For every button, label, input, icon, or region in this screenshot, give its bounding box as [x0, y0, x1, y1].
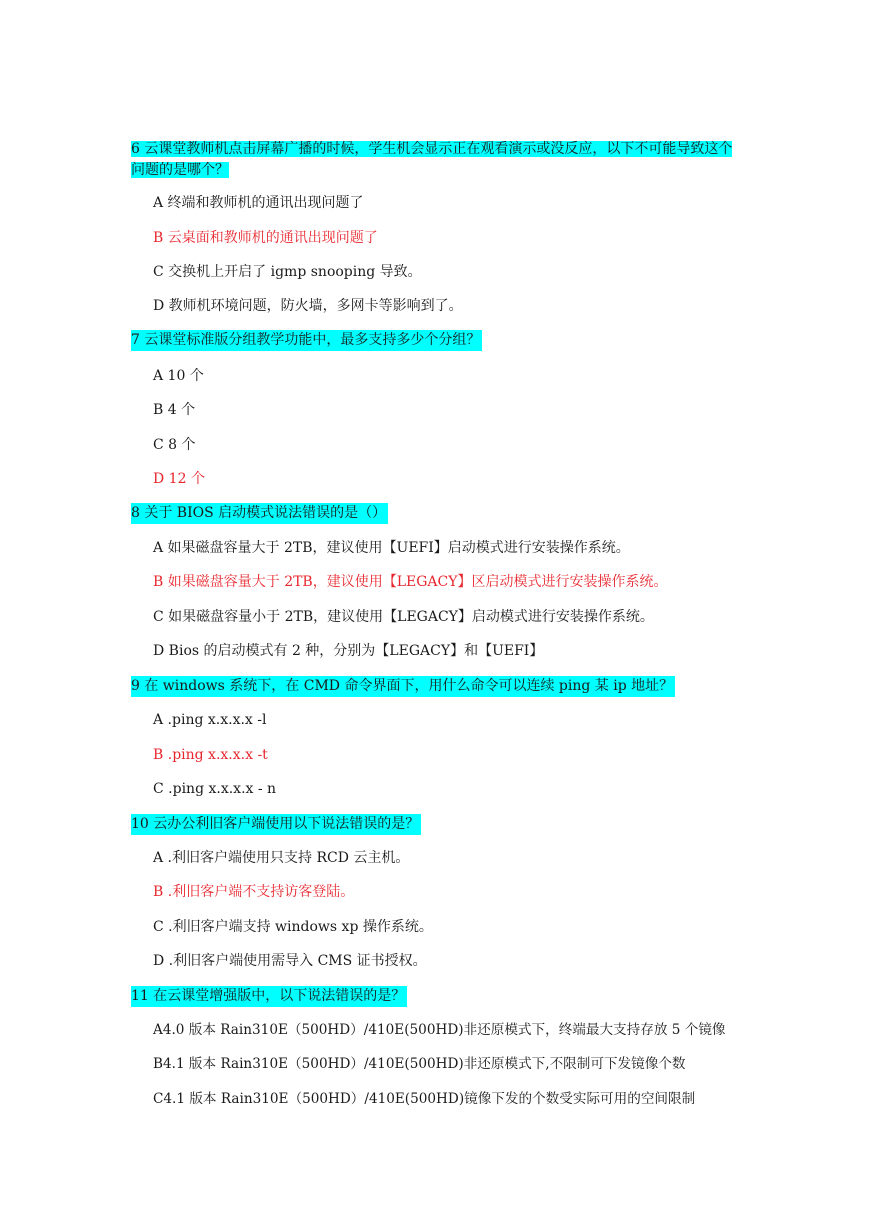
q7-option-a: A 10 个	[153, 368, 204, 384]
question-11: 11 在云课堂增强版中，以下说法错误的是？	[131, 986, 407, 1007]
q10-option-c: C .利旧客户端支持 windows xp 操作系统。	[153, 919, 433, 935]
q8-option-d: D Bios 的启动模式有 2 种，分别为【LEGACY】和【UEFI】	[153, 643, 544, 659]
question-9: 9 在 windows 系统下，在 CMD 命令界面下，用什么命令可以连续 ping 某 ip 地址？	[131, 676, 675, 697]
question-6	[131, 139, 739, 181]
q8-option-b: B 如果磁盘容量大于 2TB，建议使用【LEGACY】区启动模式进行安装操作系统。	[153, 574, 668, 590]
q10-option-b: B .利旧客户端不支持访客登陆。	[153, 884, 355, 900]
q6-option-d: D 教师机环境问题，防火墙，多网卡等影响到了。	[153, 298, 463, 314]
q6-option-b: B 云桌面和教师机的通讯出现问题了	[153, 230, 378, 246]
q10-option-d: D .利旧客户端使用需导入 CMS 证书授权。	[153, 953, 427, 969]
question-7: 7 云课堂标准版分组教学功能中，最多支持多少个分组？	[131, 330, 482, 351]
q7-option-d: D 12 个	[153, 471, 205, 487]
q11-option-b: B4.1 版本 Rain310E（500HD）/410E(500HD)非还原模式下,不限制可下发镜像个数	[153, 1056, 686, 1072]
q8-option-c: C 如果磁盘容量小于 2TB，建议使用【LEGACY】启动模式进行安装操作系统。	[153, 609, 654, 625]
q11-option-c: C4.1 版本 Rain310E（500HD）/410E(500HD)镜像下发的个数受实际可用的空间限制	[153, 1091, 696, 1107]
q9-option-c: C .ping x.x.x.x - n	[153, 781, 277, 797]
q7-option-b: B 4 个	[153, 402, 196, 418]
q11-option-a: A4.0 版本 Rain310E（500HD）/410E(500HD)非还原模式下，终端最大支持存放 5 个镜像	[153, 1022, 726, 1038]
q10-option-a: A .利旧客户端使用只支持 RCD 云主机。	[153, 850, 410, 866]
question-6-text: 6 云课堂教师机点击屏幕广播的时候，学生机会显示正在观看演示或没反应，以下不可能导致这个问题的是哪个？	[131, 141, 733, 178]
q6-option-a: A 终端和教师机的通讯出现问题了	[153, 195, 364, 211]
q7-option-c: C 8 个	[153, 437, 196, 453]
q9-option-a: A .ping x.x.x.x -l	[153, 712, 267, 728]
question-8: 8 关于 BIOS 启动模式说法错误的是（）	[131, 503, 388, 524]
q9-option-b: B .ping x.x.x.x -t	[153, 747, 268, 763]
q8-option-a: A 如果磁盘容量大于 2TB，建议使用【UEFI】启动模式进行安装操作系统。	[153, 540, 630, 556]
question-10: 10 云办公利旧客户端使用以下说法错误的是？	[131, 814, 421, 835]
q6-option-c: C 交换机上开启了 igmp snooping 导致。	[153, 264, 422, 280]
